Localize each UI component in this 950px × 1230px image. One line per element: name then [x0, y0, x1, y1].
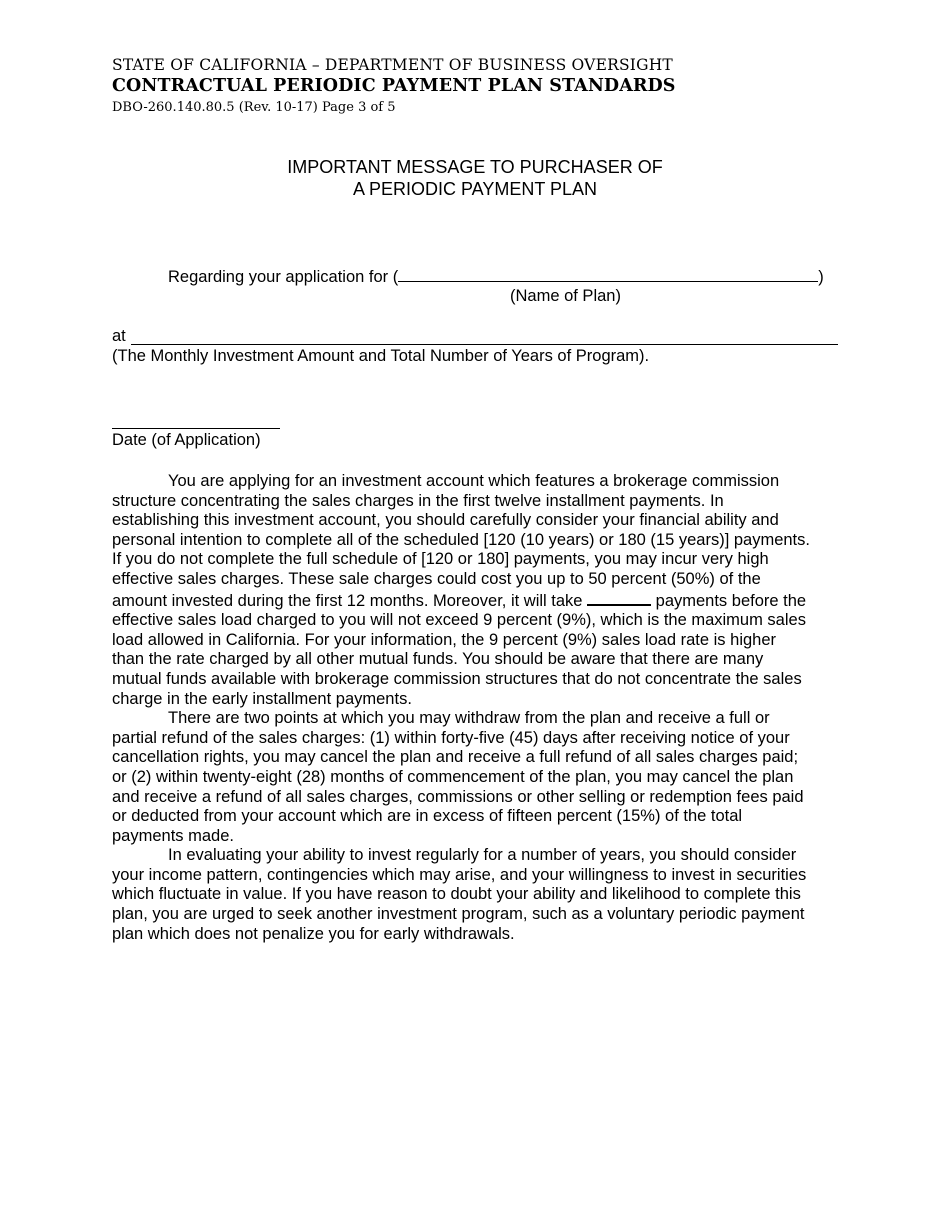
form-identifier: DBO-260.140.80.5 (Rev. 10-17) Page 3 of 5 [112, 100, 396, 115]
paragraph-sales-charges [112, 472, 838, 709]
application-date-caption: Date (of Application) [112, 431, 261, 449]
application-prefix: Regarding your application for ( [168, 268, 399, 286]
application-date-field[interactable] [112, 428, 280, 429]
payments-count-field[interactable] [587, 590, 651, 606]
at-label: at [112, 327, 126, 345]
paragraph-refund-rights: There are two points at which you may withdraw from the plan and receive a full or partial refund of the sales charges: (1) within forty-five (45) days after receiving notice of your cancellation rights, you may cancel the plan and receive a full refund of all sales charges paid; or (2) within twenty-eight (28) months of commencement of the plan, you may cancel the plan and receive a refund of all sales charges, commissions or other selling or redemption fees paid or deducted from your account which are in excess of fifteen percent (15%) of the total payments made. [112, 709, 804, 845]
investment-amount-field[interactable] [131, 344, 838, 345]
notice-body [112, 472, 838, 944]
document-title: CONTRACTUAL PERIODIC PAYMENT PLAN STANDARDS [112, 76, 676, 96]
agency-header: STATE OF CALIFORNIA – DEPARTMENT OF BUSINESS OVERSIGHT [112, 56, 673, 74]
paragraph-sales-charges-part-2: payments before the effective sales load charged to you will not exceed 9 percent (9%), which is the maximum sales load allowed in California. For your information, the 9 percent (9%) sales load rate is higher than the rate charged by all other mutual funds. You should be aware that there are many mutual funds available with brokerage commission structures that do not concentrate the sales charge in the early installment payments. [112, 591, 807, 708]
investment-amount-caption: (The Monthly Investment Amount and Total Number of Years of Program). [112, 347, 650, 365]
application-row [168, 266, 824, 288]
application-suffix: ) [818, 268, 824, 286]
paragraph-sales-charges-part-1: You are applying for an investment account which features a brokerage commission structure concentrating the sales charges in the first twelve installment payments. In establishing this investment account, you should carefully consider your financial ability and personal intention to complete all of the scheduled [120 (10 years) or 180 (15 years)] payments. If you do not complete the full schedule of [120 or 180] payments, you may incur very high effective sales charges. These sale charges could cost you up to 50 percent (50%) of the amount invested during the first 12 months. Moreover, it will take [112, 472, 810, 610]
notice-heading [0, 157, 950, 200]
paragraph-evaluation: In evaluating your ability to invest regularly for a number of years, you should consider your income pattern, contingencies which may arise, and your willingness to invest in securities which fluctuate in value. If you have reason to doubt your ability and likelihood to complete this plan, you are urged to seek another investment program, such as a voluntary periodic payment plan which does not penalize you for early withdrawals. [112, 846, 807, 943]
notice-heading-line-2: A PERIODIC PAYMENT PLAN [352, 178, 598, 199]
plan-name-caption: (Name of Plan) [510, 287, 621, 305]
plan-name-field[interactable] [398, 266, 818, 282]
notice-heading-line-1: IMPORTANT MESSAGE TO PURCHASER OF [287, 157, 663, 177]
